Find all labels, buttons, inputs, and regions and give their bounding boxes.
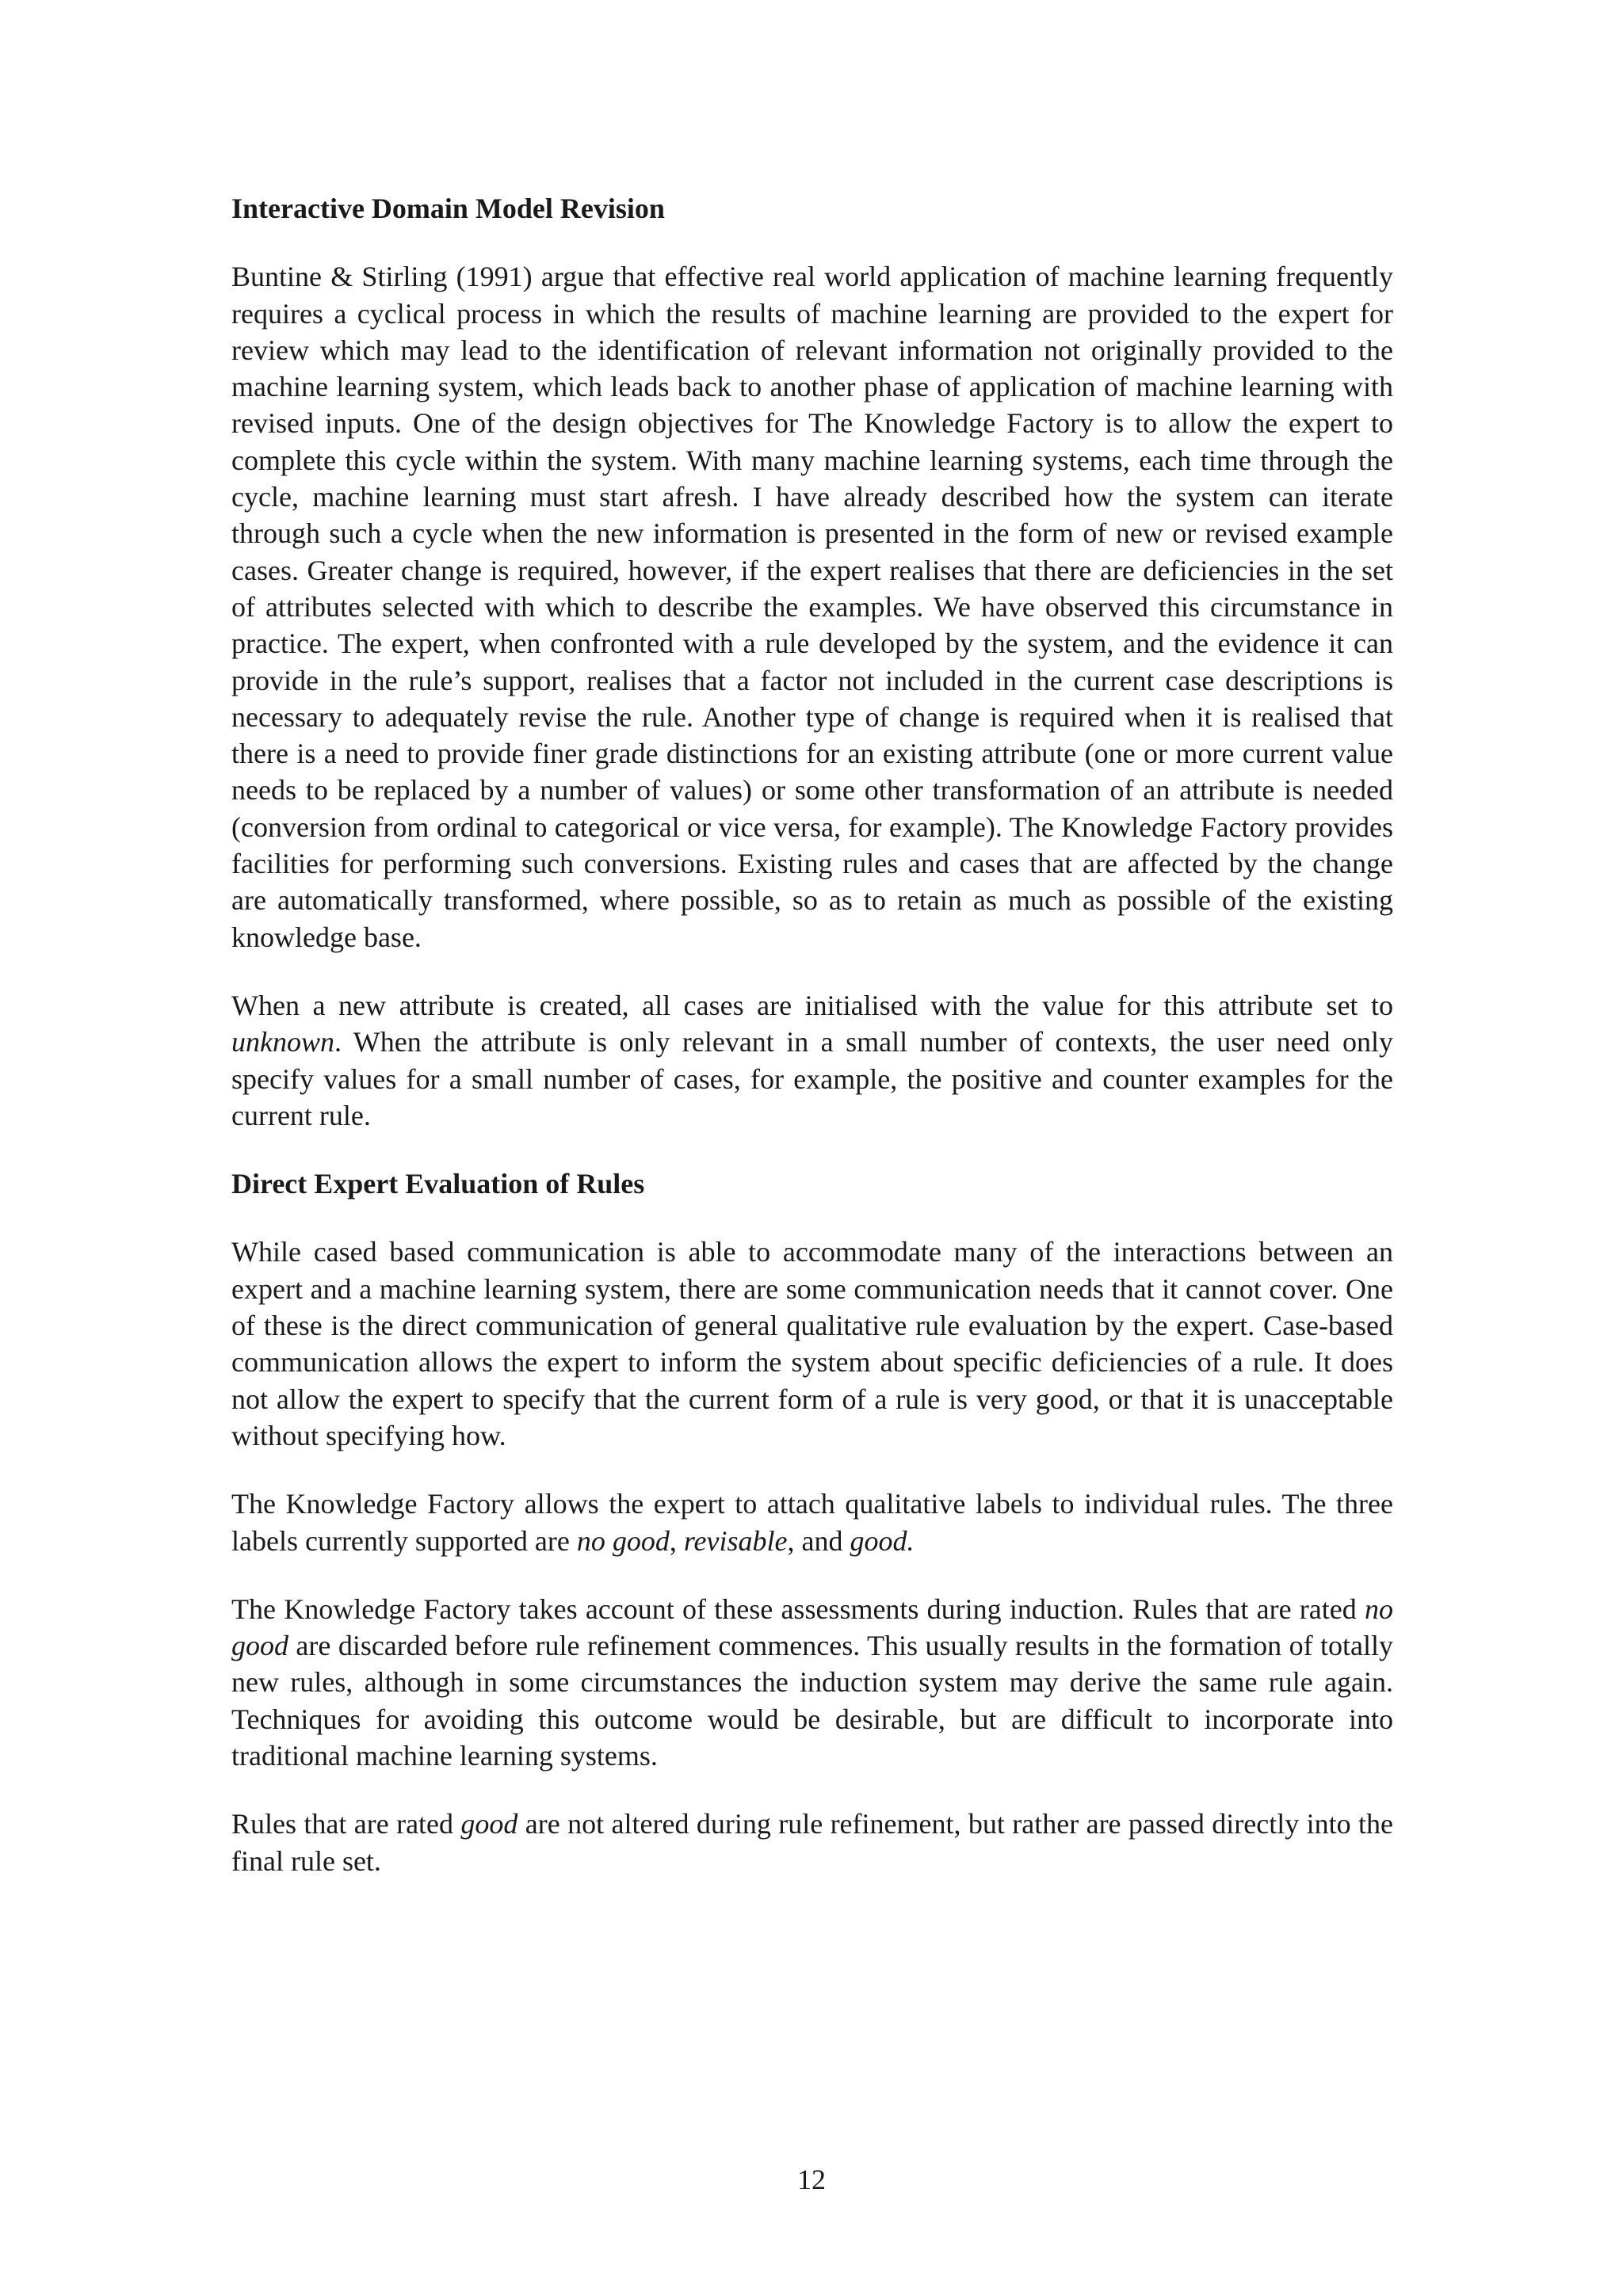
emphasis-good: good.	[850, 1524, 915, 1557]
paragraph-text: When a new attribute is created, all cases are initialised with the value for this attribute set to	[231, 989, 1393, 1021]
emphasis-good: good	[460, 1808, 518, 1840]
paragraph-qualitative-labels	[231, 1486, 1393, 1559]
paragraph-cyclical-process: Buntine & Stirling (1991) argue that effective real world application of machine learning frequently requires a cyclical process in which the results of machine learning are provided to the expert for review which may lead to the identification of relevant information not originally provided to the machine learning system, which leads back to another phase of application of machine learning with revised inputs. One of the design objectives for The Knowledge Factory is to allow the expert to complete this cycle within the system. With many machine learning systems, each time through the cycle, machine learning must start afresh. I have already described how the system can iterate through such a cycle when the new information is presented in the form of new or revised example cases. Greater change is required, however, if the expert realises that there are deficiencies in the set of attributes selected with which to describe the examples. We have observed this circumstance in practice. The expert, when confronted with a rule developed by the system, and the evidence it can provide in the rule’s support, realises that a factor not included in the current case descriptions is necessary to adequately revise the rule. Another type of change is required when it is realised that there is a need to provide finer grade distinctions for an existing attribute (one or more current value needs to be replaced by a number of values) or some other transformation of an attribute is needed (conversion from ordinal to categorical or vice versa, for example). The Knowledge Factory provides facilities for performing such conversions. Existing rules and cases that are affected by the change are automatically transformed, where possible, so as to retain as much as possible of the existing knowledge base.	[231, 261, 1393, 953]
paragraph-text: The Knowledge Factory takes account of these assessments during induction. Rules that are rated	[231, 1592, 1365, 1625]
emphasis-no-good: no good	[231, 1592, 1393, 1662]
paragraph-text: Rules that are rated	[231, 1808, 461, 1840]
page-number: 12	[797, 2164, 826, 2195]
emphasis-no-good: no good	[576, 1524, 670, 1557]
paragraph-text: ,	[669, 1524, 684, 1557]
paragraph-text: are not altered during rule refinement, but rather are passed directly into the final rule set.	[231, 1808, 1393, 1877]
page-body	[231, 190, 1393, 1911]
emphasis-revisable: revisable	[683, 1524, 788, 1557]
paragraph-new-attribute	[231, 987, 1393, 1134]
paragraph-text: The Knowledge Factory allows the expert to attach qualitative labels to individual rules. The three labels currently supported are	[231, 1488, 1393, 1557]
paragraph-text: , and	[787, 1524, 850, 1557]
paragraph-text: are discarded before rule refinement commences. This usually results in the formation of totally new rules, although in some circumstances the induction system may derive the same rule again. Techniques for avoiding this outcome would be desirable, but are difficult to incorporate into traditional machine learning systems.	[231, 1630, 1393, 1772]
paragraph-good-rules	[231, 1806, 1393, 1879]
paragraph-text: . When the attribute is only relevant in a small number of contexts, the user need only specify values for a small number of cases, for example, the positive and counter examples for the current rule.	[231, 1026, 1393, 1131]
paragraph-assessments-during-induction	[231, 1591, 1393, 1774]
paragraph-case-based-communication: While cased based communication is able to accommodate many of the interactions between an expert and a machine learning system, there are some communication needs that it cannot cover. One of these is the direct communication of general qualitative rule evaluation by the expert. Case-based communication allows the expert to inform the system about specific deficiencies of a rule. It does not allow the expert to specify that the current form of a rule is very good, or that it is unacceptable without specifying how.	[231, 1236, 1393, 1451]
section-heading-direct-expert-evaluation: Direct Expert Evaluation of Rules	[231, 1168, 645, 1200]
emphasis-unknown: unknown	[231, 1026, 334, 1058]
section-heading-interactive-domain-model-revision: Interactive Domain Model Revision	[231, 193, 665, 224]
